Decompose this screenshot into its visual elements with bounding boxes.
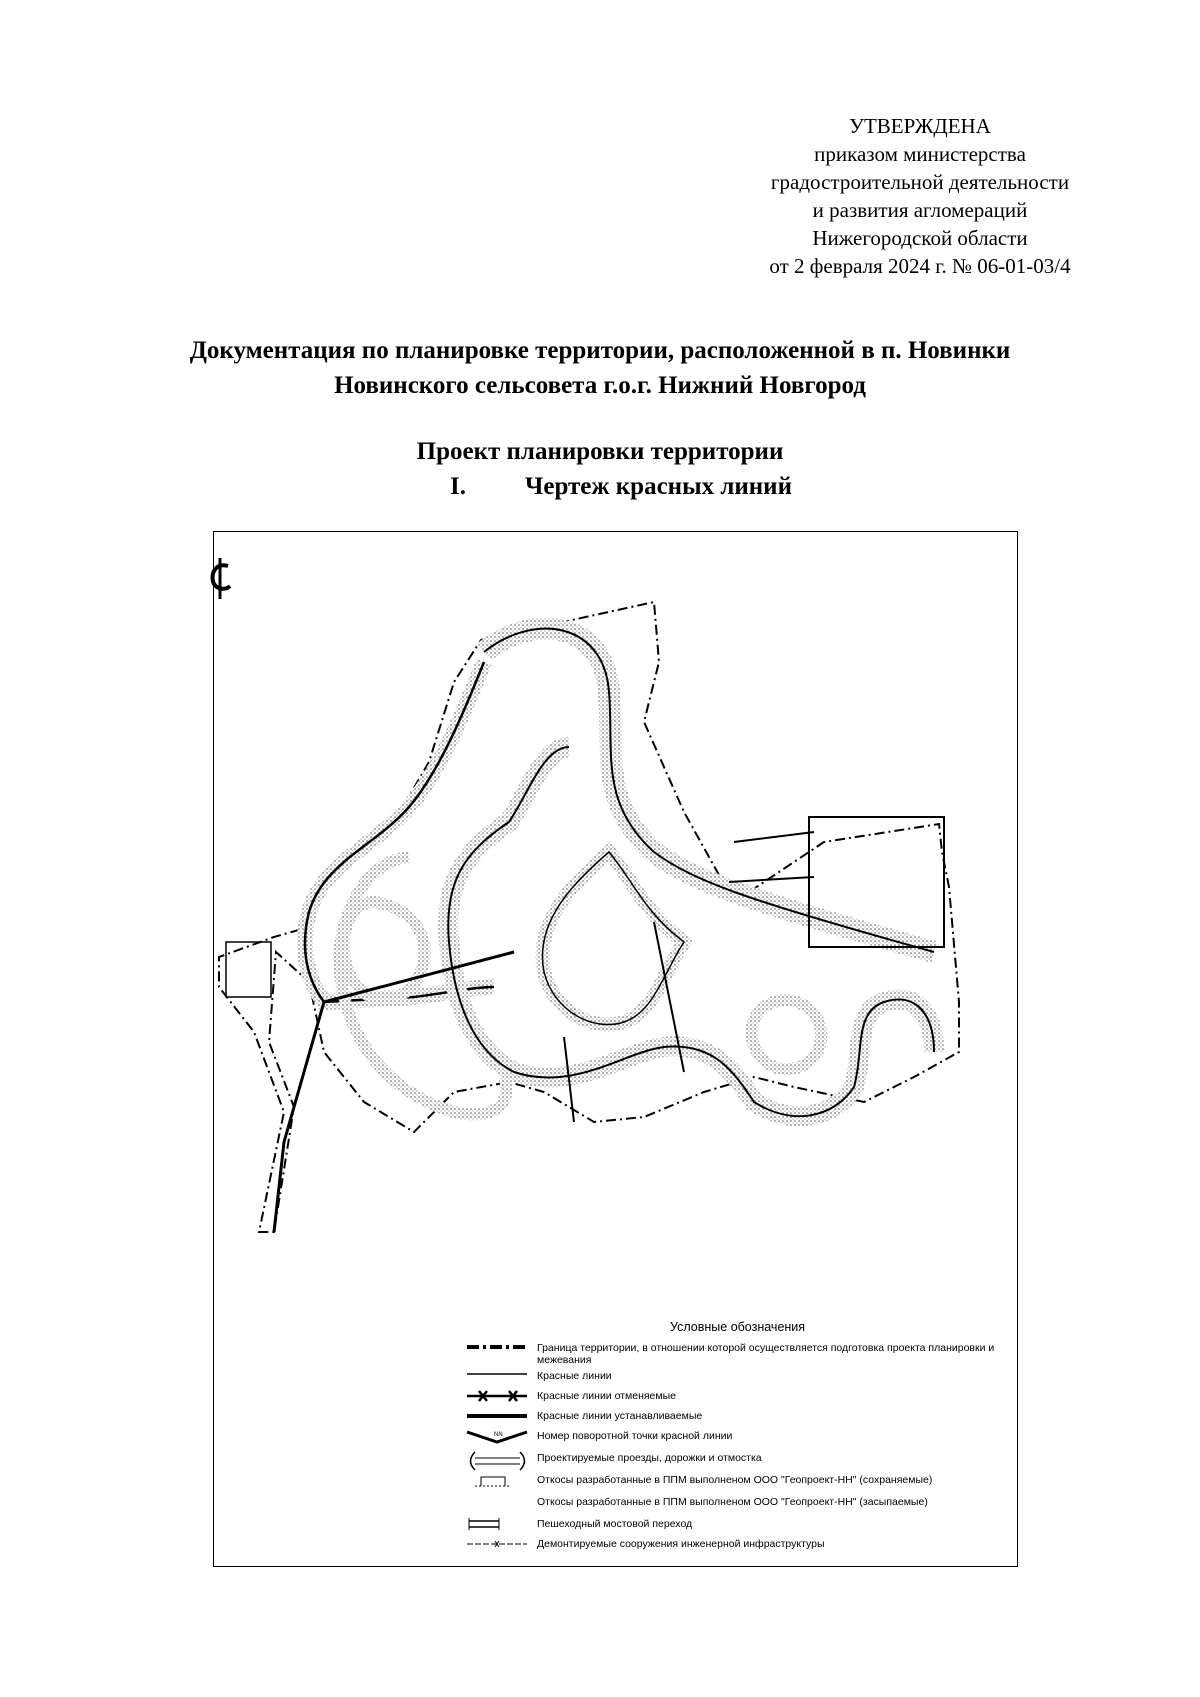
section-heading [0,469,1200,504]
left-buildings [226,942,271,997]
legend-label: Номер поворотной точки красной линии [537,1430,733,1442]
legend-label: Пешеходный мостовой переход [537,1518,693,1530]
legend-label: Красные линии отменяемые [537,1390,676,1402]
roads-icon [465,1450,530,1472]
turning-point-icon [465,1428,530,1448]
red-line-icon [465,1368,530,1388]
legend-item-established-lines [465,1408,1005,1428]
legend-item-red-lines [465,1368,1005,1388]
approval-line-2: приказом министерства [814,142,1026,166]
legend-label: Красные линии [537,1370,612,1382]
right-block-road [734,832,814,842]
legend-label: Откосы разработанные в ППМ выполненом ООО "Геопроект-НН" (засыпаемые) [537,1496,928,1508]
legend-item-boundary [465,1340,1005,1366]
legend-label: Проектируемые проезды, дорожки и отмостка [537,1452,762,1464]
footbridge-icon [465,1516,530,1536]
legend-label: Откосы разработанные в ППМ выполненом ООО "Геопроект-НН" (сохраняемые) [537,1474,933,1486]
legend-title: Условные обозначения [670,1320,806,1334]
legend-label: Демонтируемые сооружения инженерной инфраструктуры [537,1538,825,1550]
upper-loop-road [484,629,934,952]
approval-line-6: от 2 февраля 2024 г. № 06-01-03/4 [769,254,1071,278]
north-arrow-icon [206,556,236,601]
left-strip-road [274,1002,324,1232]
boundary-line-icon [465,1340,530,1360]
legend-item-cancelled-lines [465,1388,1005,1408]
document-title-line-1: Документация по планировке территории, расположенной в п. Новинки [189,337,1011,364]
document-title-line-2: Новинского сельсовета г.о.г. Нижний Новгород [334,372,866,399]
section-subtitle: Чертеж красных линий [525,473,792,500]
crossed-line-icon [465,1388,530,1408]
section-number: I. [450,473,466,500]
legend-item-roads [465,1450,1005,1470]
legend-item-slopes-filled [465,1494,1005,1514]
legend-label: Граница территории, в отношении которой осуществляется подготовка проекта планировки и межевания [537,1342,995,1366]
slopes-filled-icon [465,1494,530,1514]
section-title: Проект планировки территории [416,438,784,465]
thick-line-icon [465,1408,530,1428]
legend-item-turning-point [465,1428,1005,1448]
approval-line-3: градостроительной деятельности [770,170,1070,194]
approval-line-4: и развития агломераций [812,198,1028,222]
central-loop [542,852,684,1025]
approval-stamp [700,112,1140,280]
approval-line-1: УТВЕРЖДЕНА [849,114,991,138]
legend-item-slopes-kept [465,1472,1005,1492]
document-title [0,333,1200,403]
legend-label: Красные линии устанавливаемые [537,1410,703,1422]
legend-item-footbridge [465,1516,1005,1536]
slopes-kept-icon [465,1472,530,1492]
right-loop [752,1000,822,1069]
turning-point-marker-text: NN [494,1432,503,1438]
dismantled-line-icon [465,1536,530,1556]
upper-loop-road-edge [484,629,934,952]
legend-item-dismantled [465,1536,1005,1556]
approval-line-5: Нижегородской области [812,226,1028,250]
